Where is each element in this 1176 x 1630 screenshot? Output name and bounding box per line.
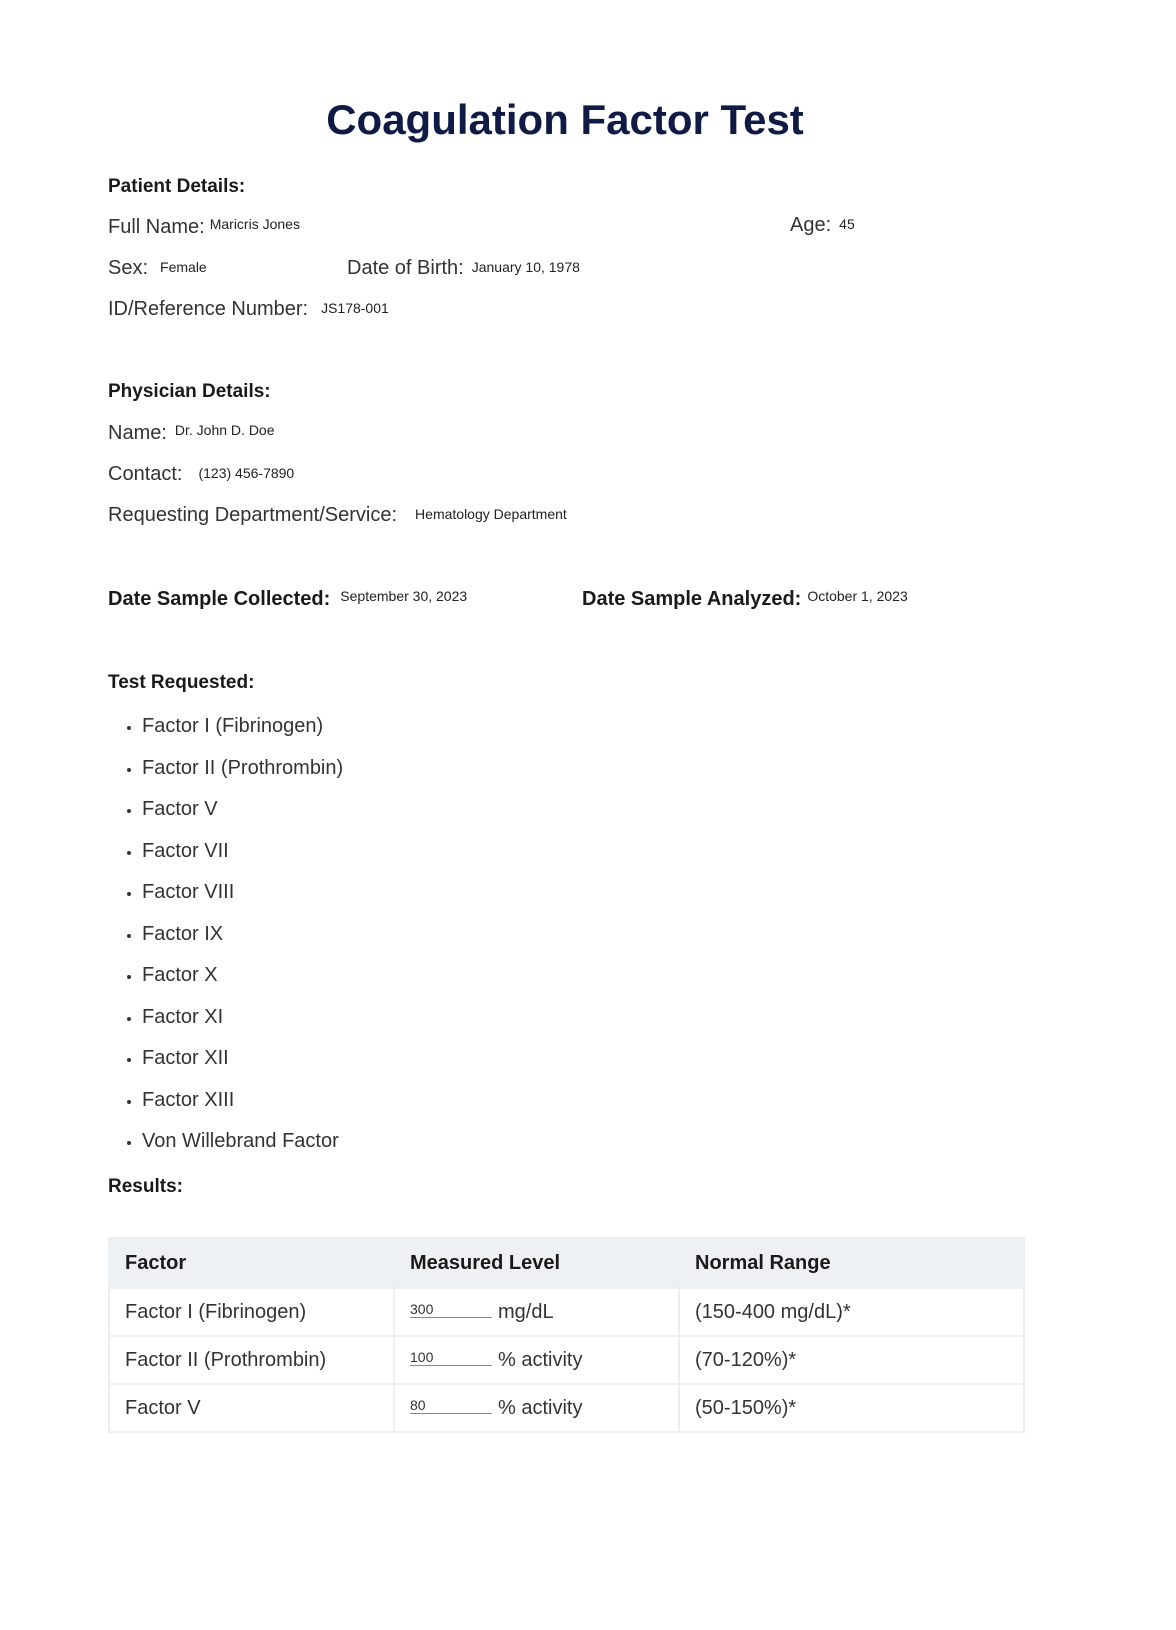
measured-cell: [394, 1288, 679, 1336]
results-heading: Results:: [108, 1176, 183, 1197]
results-table: [108, 1237, 1025, 1433]
physician-name-field: [108, 422, 275, 445]
date-analyzed-label: Date Sample Analyzed:: [582, 588, 802, 610]
unit: mg/dL: [498, 1300, 554, 1323]
list-item: • Factor II (Prothrombin): [142, 748, 343, 790]
id-field: [108, 298, 389, 321]
list-item: • Factor VII: [142, 831, 343, 873]
department-label: Requesting Department/Service:: [108, 504, 398, 526]
table-row: [109, 1336, 1024, 1384]
column-header-normal-range: Normal Range: [679, 1238, 1024, 1288]
dob-value: January 10, 1978: [471, 259, 580, 275]
list-item: • Factor V: [142, 789, 343, 831]
list-item: • Von Willebrand Factor: [142, 1121, 343, 1163]
age-value: 45: [839, 216, 855, 232]
patient-details-heading: Patient Details:: [108, 176, 246, 197]
full-name-label: Full Name:: [108, 216, 205, 238]
test-requested-heading: Test Requested:: [108, 672, 255, 693]
list-item: • Factor IX: [142, 914, 343, 956]
factor-cell: Factor I (Fibrinogen): [109, 1288, 394, 1336]
date-collected-field: [108, 588, 467, 611]
sex-label: Sex:: [108, 257, 149, 279]
id-value: JS178-001: [321, 300, 389, 316]
date-collected-value: September 30, 2023: [340, 588, 468, 604]
list-item: • Factor XI: [142, 997, 343, 1039]
table-row: [109, 1384, 1024, 1432]
age-label: Age:: [790, 214, 832, 236]
department-value: Hematology Department: [415, 506, 567, 522]
unit: % activity: [498, 1396, 583, 1419]
contact-value: (123) 456-7890: [198, 465, 295, 481]
page-title: Coagulation Factor Test: [326, 96, 804, 143]
date-analyzed-field: [582, 588, 908, 611]
date-analyzed-value: October 1, 2023: [807, 588, 908, 604]
list-item: • Factor VIII: [142, 872, 343, 914]
list-item: • Factor X: [142, 955, 343, 997]
unit: % activity: [498, 1348, 583, 1371]
dob-field: [347, 257, 580, 280]
range-cell: (50-150%)*: [679, 1384, 1024, 1432]
date-collected-label: Date Sample Collected:: [108, 588, 331, 610]
measured-cell: [394, 1384, 679, 1432]
range-cell: (70-120%)*: [679, 1336, 1024, 1384]
physician-name-label: Name:: [108, 422, 167, 444]
sex-field: [108, 257, 207, 280]
sex-value: Female: [160, 259, 207, 275]
factor-cell: Factor II (Prothrombin): [109, 1336, 394, 1384]
measured-value[interactable]: 80: [410, 1397, 492, 1414]
column-header-factor: Factor: [109, 1238, 394, 1288]
factor-cell: Factor V: [109, 1384, 394, 1432]
id-label: ID/Reference Number:: [108, 298, 309, 320]
table-row: [109, 1288, 1024, 1336]
column-header-measured-level: Measured Level: [394, 1238, 679, 1288]
full-name-value: Maricris Jones: [209, 216, 300, 232]
contact-label: Contact:: [108, 463, 183, 485]
measured-cell: [394, 1336, 679, 1384]
dob-label: Date of Birth:: [347, 257, 464, 279]
full-name-field: [108, 216, 300, 239]
list-item: • Factor XIII: [142, 1080, 343, 1122]
measured-value[interactable]: 300: [410, 1301, 492, 1318]
range-cell: (150-400 mg/dL)*: [679, 1288, 1024, 1336]
contact-field: [108, 463, 294, 486]
list-item: • Factor XII: [142, 1038, 343, 1080]
list-item: • Factor I (Fibrinogen): [142, 706, 343, 748]
age-field: [790, 214, 855, 237]
department-field: [108, 504, 567, 527]
physician-details-heading: Physician Details:: [108, 381, 271, 402]
test-list: [108, 706, 343, 1163]
table-header-row: [109, 1238, 1024, 1288]
physician-name-value: Dr. John D. Doe: [174, 422, 275, 438]
measured-value[interactable]: 100: [410, 1349, 492, 1366]
